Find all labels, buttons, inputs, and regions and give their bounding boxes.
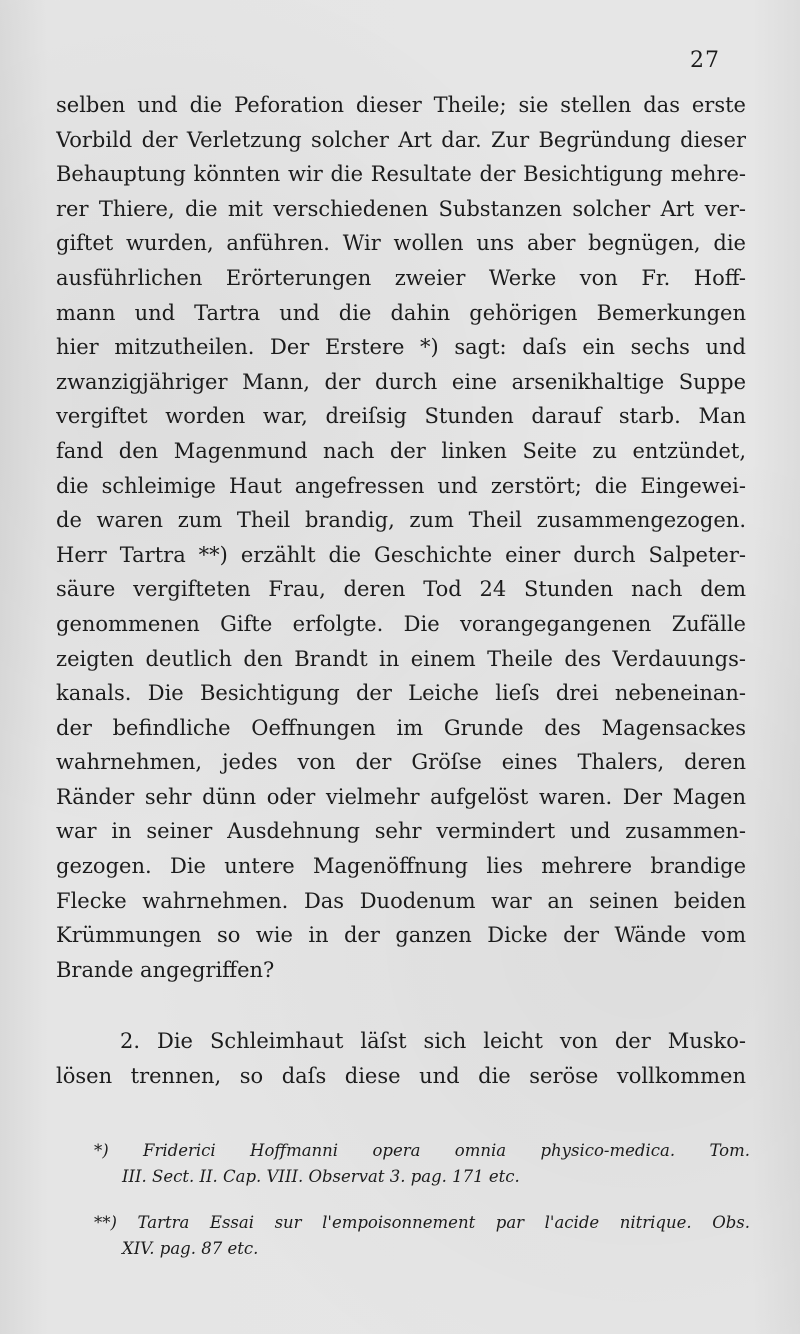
footnotes [60, 1138, 750, 1262]
text-line: selben und die Peforation dieser Theile; sie stellen das erste [56, 93, 746, 117]
text-line: Ränder sehr dünn oder vielmehr aufgelöst waren. Der Magen [56, 784, 746, 809]
footnote-1-continuation: III. Sect. II. Cap. VIII. Observat 3. pag. 171 etc. [122, 1167, 520, 1186]
text-line: die schleimige Haut angefressen und zerstört; die Eingewei- [56, 473, 746, 498]
text-line: Flecke wahrnehmen. Das Duodenum war an seinen beiden [56, 888, 746, 913]
text-line: Vorbild der Verletzung solcher Art dar. Zur Begründung dieser [56, 127, 746, 152]
text-line: genommenen Gifte erfolgte. Die vorangegangenen Zufälle [56, 611, 746, 636]
text-line: Krümmungen so wie in der ganzen Dicke der Wände vom [56, 923, 746, 948]
footnote-1: *) Friderici Hoffmanni opera omnia physico-medica. Tom. [94, 1141, 750, 1160]
text-line: rer Thiere, die mit verschiedenen Substanzen solcher Art ver- [56, 196, 746, 221]
text-line: Brande angegriffen? [56, 957, 275, 982]
text-line: mann und Tartra und die dahin gehörigen Bemerkungen [56, 300, 746, 325]
text-line: zwanzigjähriger Mann, der durch eine arsenikhaltige Suppe [56, 369, 746, 394]
text-line: hier mitzutheilen. Der Erstere *) sagt: daſs ein sechs und [56, 335, 746, 360]
text-line: gezogen. Die untere Magenöffnung lies mehrere brandige [56, 854, 746, 879]
paragraph-2 [56, 1024, 746, 1093]
text-line: lösen trennen, so daſs diese und die seröse vollkommen [56, 1063, 746, 1088]
paragraph-1 [56, 88, 746, 987]
text-line: ausführlichen Erörterungen zweier Werke von Fr. Hoff- [56, 265, 746, 290]
text-line: wahrnehmen, jedes von der Gröſse eines Thalers, deren [56, 750, 746, 775]
text-line: der befindliche Oeffnungen im Grunde des Magensackes [56, 715, 746, 740]
text-line: fand den Magenmund nach der linken Seite zu entzündet, [56, 438, 746, 463]
text-line: zeigten deutlich den Brandt in einem Theile des Verdauungs- [56, 646, 746, 671]
text-line: war in seiner Ausdehnung sehr vermindert und zusammen- [56, 819, 746, 844]
text-line: säure vergifteten Frau, deren Tod 24 Stunden nach dem [56, 577, 746, 602]
footnote-2: **) Tartra Essai sur l'empoisonnement par l'acide nitrique. Obs. [94, 1213, 750, 1232]
footnote-2-continuation: XIV. pag. 87 etc. [122, 1239, 259, 1258]
text-line: kanals. Die Besichtigung der Leiche lieſs drei nebeneinan- [56, 681, 746, 706]
text-line: vergiftet worden war, dreiſsig Stunden darauf starb. Man [56, 404, 746, 429]
page-number: 27 [690, 48, 720, 73]
text-line: Behauptung könnten wir die Resultate der Besichtigung mehre- [56, 162, 746, 187]
text-line: Herr Tartra **) erzählt die Geschichte einer durch Salpeter- [56, 542, 746, 567]
text-line: de waren zum Theil brandig, zum Theil zusammengezogen. [56, 508, 746, 533]
text-line: 2. Die Schleimhaut läſst sich leicht von der Musko- [120, 1029, 746, 1053]
text-line: giftet wurden, anführen. Wir wollen uns aber begnügen, die [56, 231, 746, 256]
